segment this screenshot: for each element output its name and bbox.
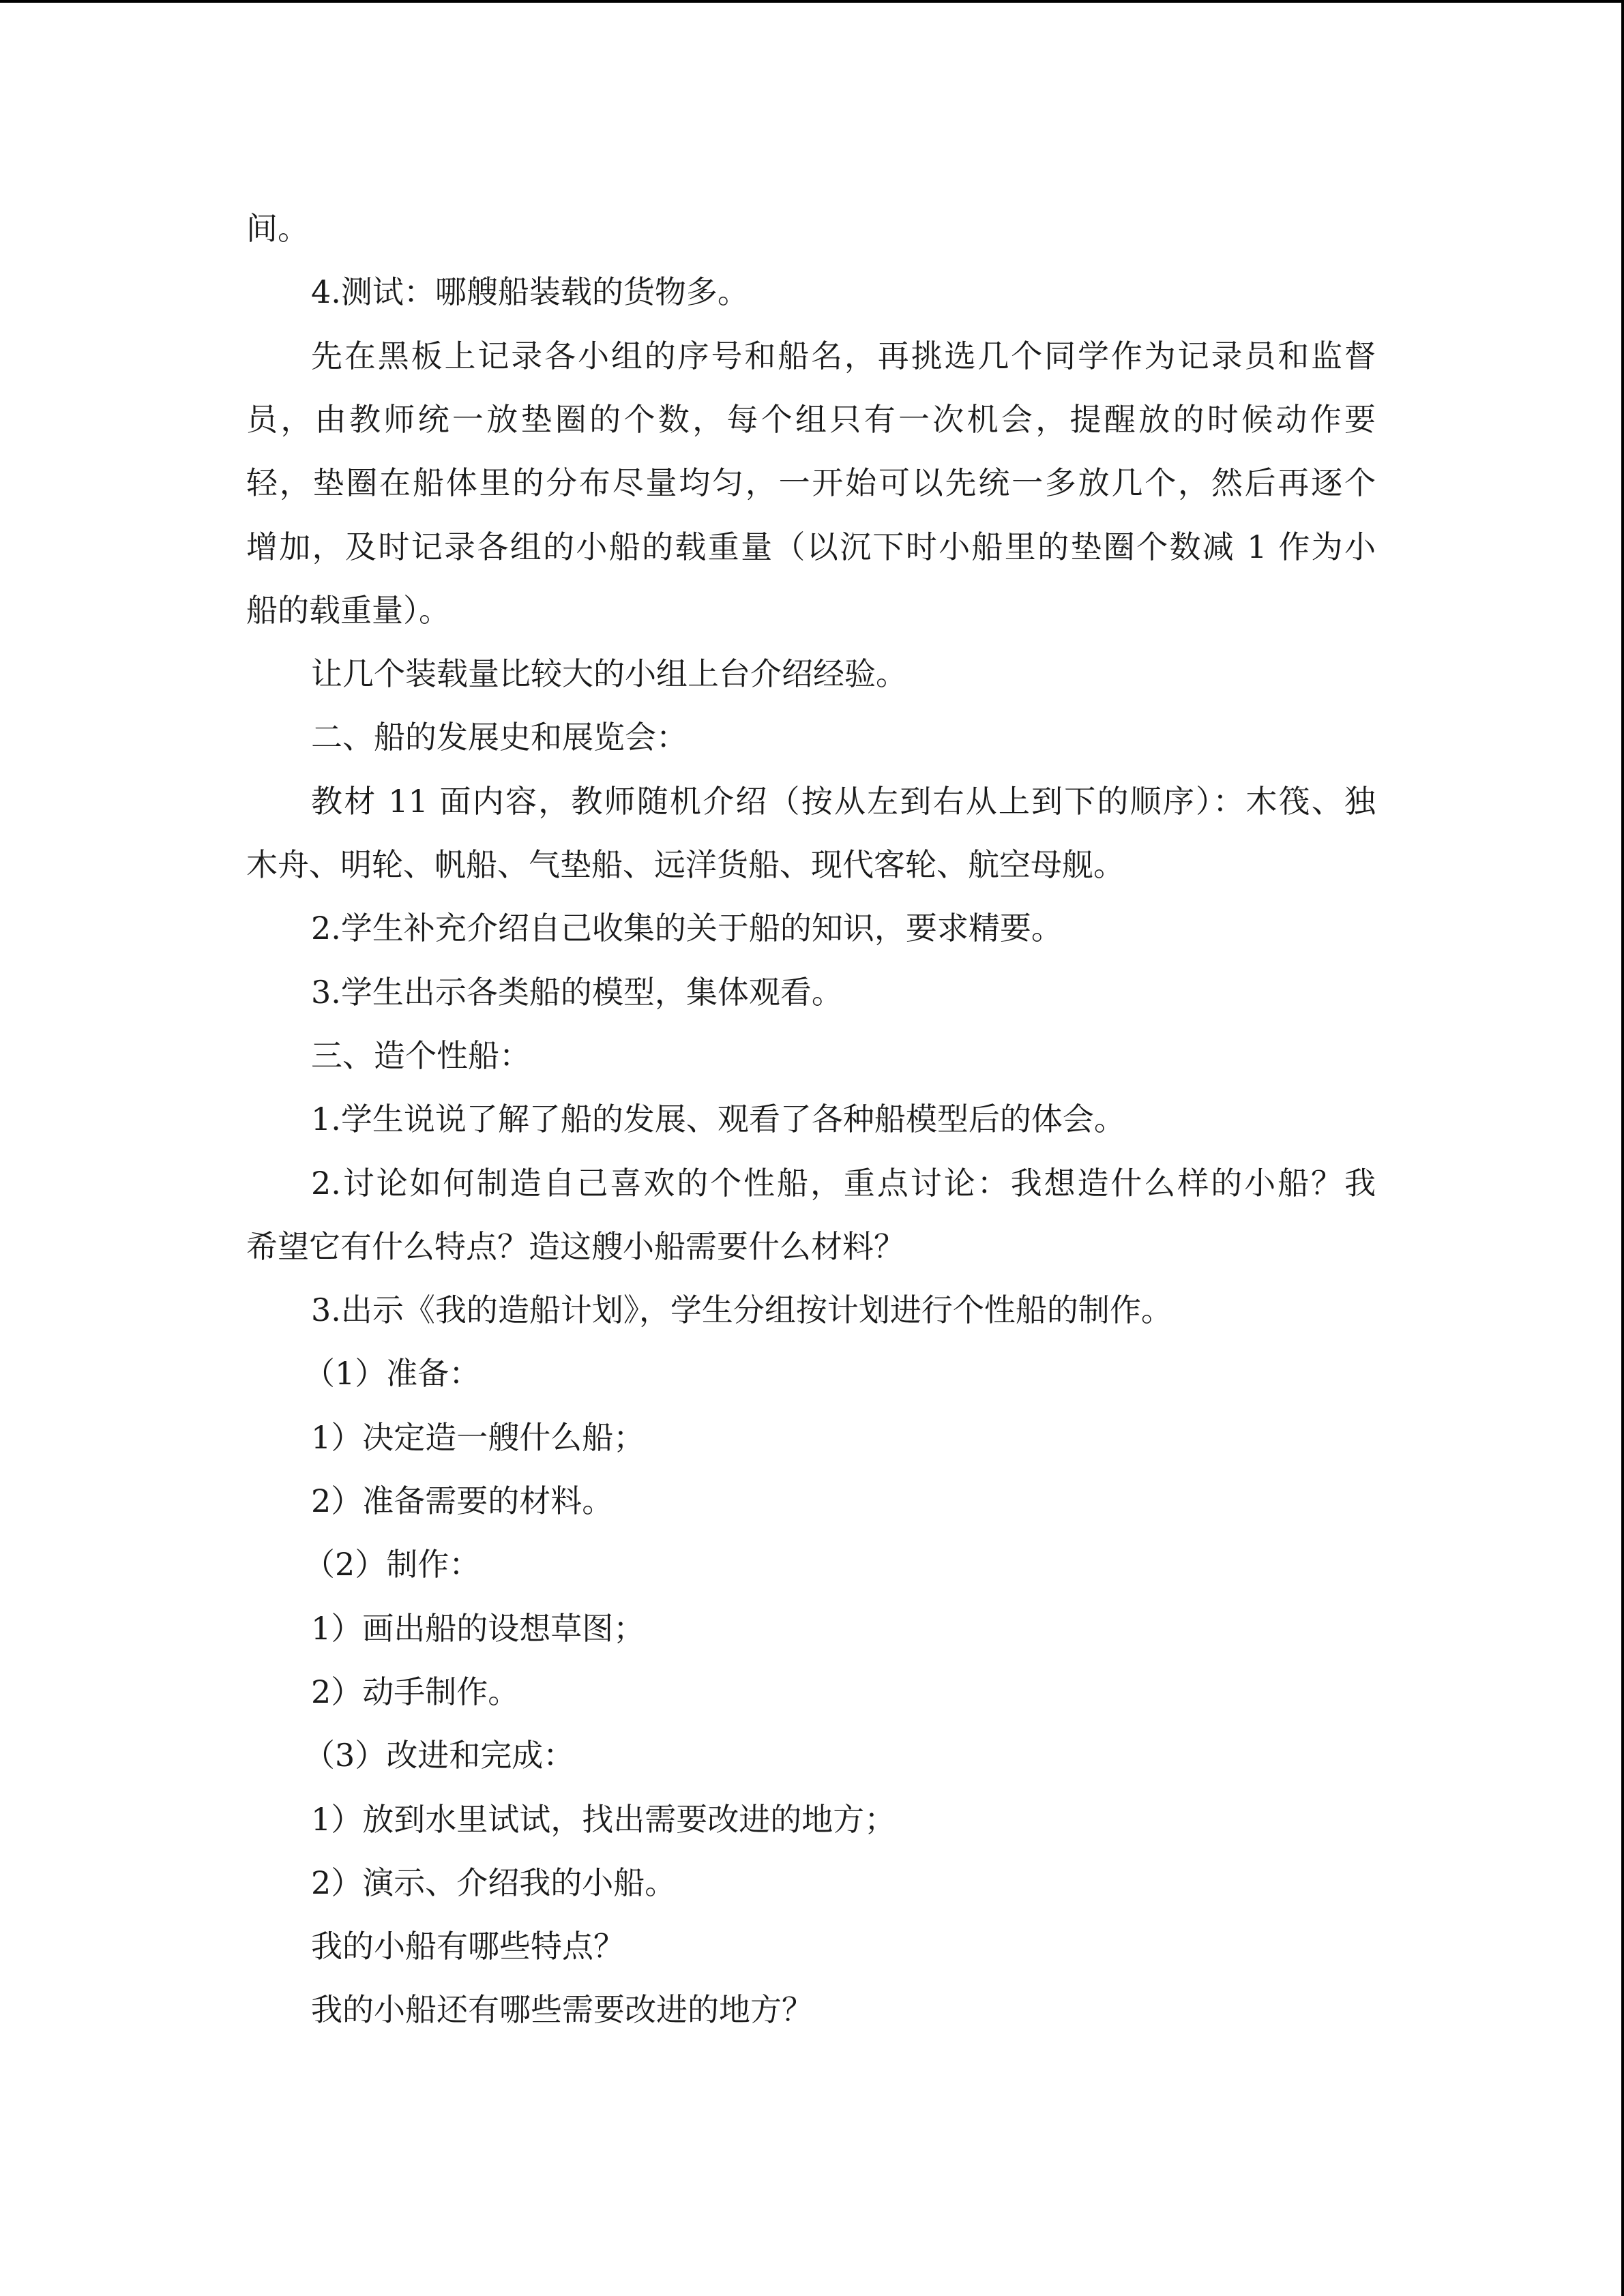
sub-item: 2）准备需要的材料。 — [311, 1482, 614, 1519]
paragraph-line: 员，由教师统一放垫圈的个数，每个组只有一次机会，提醒放的时候动作要 — [246, 401, 1376, 438]
sub-item: 1）画出船的设想草图； — [311, 1610, 645, 1647]
paragraph-line: 船的载重量）。 — [246, 592, 450, 629]
sub-item: 1）决定造一艘什么船； — [311, 1419, 645, 1456]
paragraph-continuation: 间。 — [246, 210, 309, 247]
paragraph-line: 让几个装载量比较大的小组上台介绍经验。 — [311, 655, 907, 692]
paragraph-line: 增加，及时记录各组的小船的载重量（以沉下时小船里的垫圈个数减 1 作为小 — [246, 528, 1376, 565]
list-item: 3.学生出示各类船的模型，集体观看。 — [311, 974, 843, 1011]
paragraph-line: 木舟、明轮、帆船、气垫船、远洋货船、现代客轮、航空母舰。 — [246, 846, 1125, 883]
section-heading-2: 二、船的发展史和展览会： — [311, 719, 688, 756]
right-border — [1621, 0, 1624, 2296]
step-4-heading: 4.测试：哪艘船装载的货物多。 — [311, 273, 749, 310]
sub-heading: （3）改进和完成： — [304, 1737, 575, 1774]
list-item: 2.讨论如何制造自己喜欢的个性船，重点讨论：我想造什么样的小船？我 — [311, 1165, 1376, 1202]
section-heading-3: 三、造个性船： — [311, 1037, 531, 1074]
list-item: 1.学生说说了解了船的发展、观看了各种船模型后的体会。 — [311, 1101, 1125, 1137]
sub-item: 2）演示、介绍我的小船。 — [311, 1864, 677, 1901]
paragraph-line: 教材 11 面内容，教师随机介绍（按从左到右从上到下的顺序）：木筏、独 — [311, 783, 1376, 820]
list-item: 3.出示《我的造船计划》，学生分组按计划进行个性船的制作。 — [311, 1292, 1172, 1328]
question-line: 我的小船还有哪些需要改进的地方？ — [311, 1991, 813, 2028]
paragraph-line: 希望它有什么特点？造这艘小船需要什么材料？ — [246, 1228, 905, 1265]
sub-item: 1）放到水里试试，找出需要改进的地方； — [311, 1801, 896, 1838]
sub-heading: （1）准备： — [304, 1355, 481, 1392]
question-line: 我的小船有哪些特点？ — [311, 1928, 625, 1965]
paragraph-line: 轻，垫圈在船体里的分布尽量均匀，一开始可以先统一多放几个，然后再逐个 — [246, 464, 1376, 501]
top-border — [0, 0, 1624, 3]
sub-heading: （2）制作： — [304, 1546, 481, 1583]
sub-item: 2）动手制作。 — [311, 1673, 520, 1710]
paragraph-line: 先在黑板上记录各小组的序号和船名，再挑选几个同学作为记录员和监督 — [311, 338, 1376, 374]
list-item: 2.学生补充介绍自己收集的关于船的知识，要求精要。 — [311, 910, 1063, 946]
